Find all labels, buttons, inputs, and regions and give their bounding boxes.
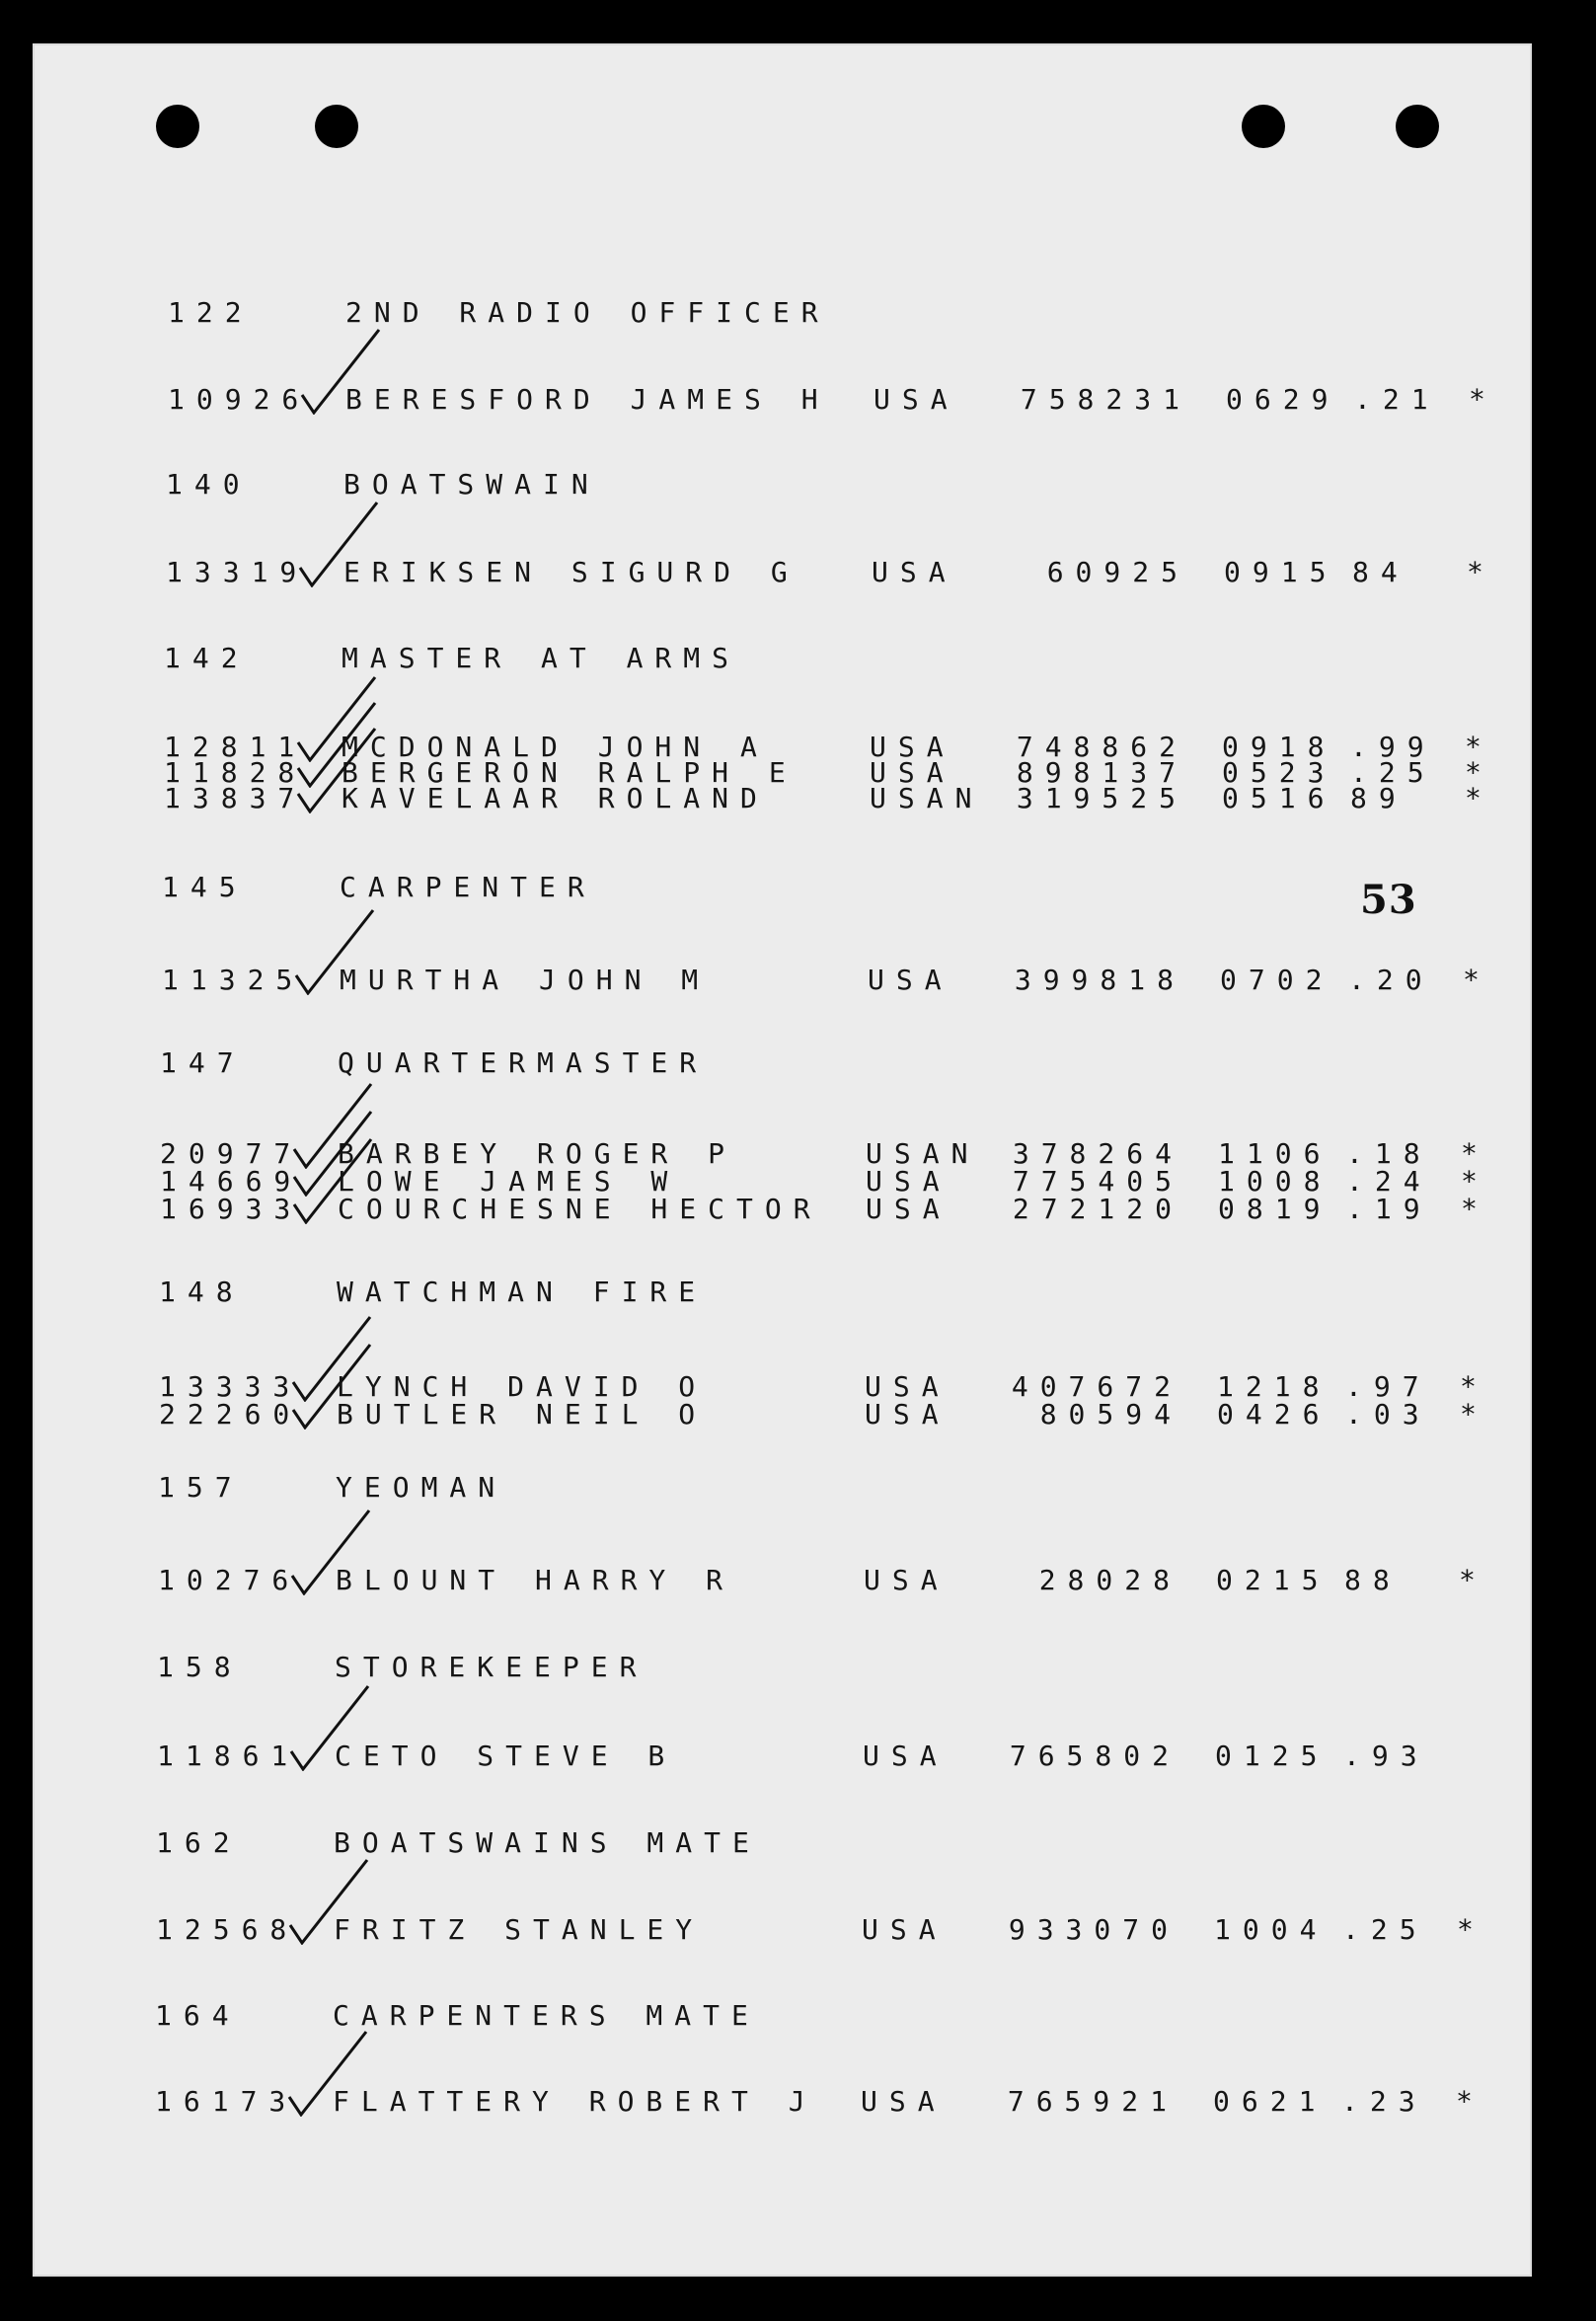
rating-title: MASTER AT ARMS bbox=[342, 642, 741, 674]
document-id: 272120 bbox=[1012, 1193, 1183, 1225]
crew-name: FRITZ STANLEY bbox=[334, 1913, 705, 1946]
crew-name: LYNCH DAVID O bbox=[337, 1370, 708, 1403]
date-code: 0125 bbox=[1215, 1740, 1330, 1772]
rate-value: 84 bbox=[1352, 556, 1409, 588]
date-code: 1106 bbox=[1218, 1137, 1332, 1170]
document-id: 775405 bbox=[1012, 1165, 1183, 1198]
asterisk-mark: * bbox=[1465, 782, 1493, 814]
document-id: 748862 bbox=[1016, 731, 1187, 763]
crew-number: 12568 bbox=[156, 1913, 299, 1946]
citizenship: USA bbox=[866, 1165, 951, 1198]
date-code: 0621 bbox=[1213, 2085, 1328, 2118]
document-id: 60925 bbox=[1046, 556, 1189, 588]
document-id: 758231 bbox=[1020, 383, 1191, 416]
check-mark-icon bbox=[296, 326, 385, 415]
document-id: 399818 bbox=[1014, 964, 1185, 996]
crew-name: BLOUNT HARRY R bbox=[336, 1564, 735, 1596]
rating-title: BOATSWAIN bbox=[343, 468, 600, 501]
check-mark-icon bbox=[290, 906, 379, 995]
date-code: 0426 bbox=[1217, 1398, 1331, 1431]
rating-code: 162 bbox=[156, 1826, 242, 1859]
crew-name: LOWE JAMES W bbox=[338, 1165, 680, 1198]
crew-number: 20977 bbox=[160, 1137, 303, 1170]
check-mark-icon bbox=[288, 1135, 377, 1224]
rate-value: .93 bbox=[1343, 1740, 1429, 1772]
crew-number: 13837 bbox=[164, 782, 307, 814]
asterisk-mark: * bbox=[1461, 1165, 1489, 1198]
document-id: 319525 bbox=[1016, 782, 1187, 814]
date-code: 0918 bbox=[1222, 731, 1336, 763]
citizenship: USA bbox=[861, 2085, 947, 2118]
document-id: 765802 bbox=[1009, 1740, 1180, 1772]
crew-number: 12811 bbox=[164, 731, 307, 763]
citizenship: USA bbox=[872, 556, 957, 588]
asterisk-mark: * bbox=[1469, 383, 1497, 416]
crew-name: FLATTERY ROBERT J bbox=[333, 2085, 817, 2118]
date-code: 0819 bbox=[1218, 1193, 1332, 1225]
section-header bbox=[164, 642, 1447, 675]
asterisk-mark: * bbox=[1461, 1193, 1489, 1225]
check-mark-icon bbox=[292, 725, 381, 813]
citizenship: USA bbox=[866, 1193, 951, 1225]
crew-name: COURCHESNE HECTOR bbox=[338, 1193, 822, 1225]
citizenship: USA bbox=[874, 383, 959, 416]
rating-code: 122 bbox=[168, 296, 254, 329]
section-header bbox=[162, 871, 1445, 904]
rating-code: 140 bbox=[166, 468, 252, 501]
citizenship: USAN bbox=[866, 1137, 980, 1170]
citizenship: USA bbox=[865, 1398, 950, 1431]
rating-code: 147 bbox=[160, 1046, 246, 1079]
crew-name: BERGERON RALPH E bbox=[342, 756, 798, 789]
document-id: 28028 bbox=[1038, 1564, 1181, 1596]
rating-code: 148 bbox=[159, 1276, 245, 1308]
crew-name: ERIKSEN SIGURD G bbox=[343, 556, 799, 588]
page-number-stamp: 53 bbox=[1360, 877, 1417, 923]
date-code: 0629 bbox=[1226, 383, 1340, 416]
rate-value: .20 bbox=[1348, 964, 1434, 996]
rating-title: QUARTERMASTER bbox=[338, 1046, 709, 1079]
rate-value: 88 bbox=[1344, 1564, 1402, 1596]
rate-value: .03 bbox=[1345, 1398, 1431, 1431]
crew-name: BARBEY ROGER P bbox=[338, 1137, 737, 1170]
rate-value: .25 bbox=[1350, 756, 1436, 789]
crew-name: BUTLER NEIL O bbox=[337, 1398, 708, 1431]
section-header bbox=[159, 1276, 1442, 1309]
crew-number: 10926 bbox=[168, 383, 311, 416]
citizenship: USAN bbox=[870, 782, 984, 814]
check-mark-icon bbox=[286, 1507, 375, 1595]
section-header bbox=[160, 1046, 1443, 1080]
crew-name: MURTHA JOHN M bbox=[340, 964, 711, 996]
rating-code: 142 bbox=[164, 642, 250, 674]
crew-number: 16933 bbox=[160, 1193, 303, 1225]
rate-value: .24 bbox=[1346, 1165, 1432, 1198]
asterisk-mark: * bbox=[1460, 1398, 1488, 1431]
date-code: 0915 bbox=[1224, 556, 1338, 588]
rate-value: .19 bbox=[1346, 1193, 1432, 1225]
rating-title: 2ND RADIO OFFICER bbox=[345, 296, 830, 329]
crew-number: 22260 bbox=[159, 1398, 302, 1431]
check-mark-icon bbox=[283, 2028, 372, 2117]
crew-number: 11861 bbox=[157, 1740, 300, 1772]
citizenship: USA bbox=[870, 731, 955, 763]
rate-value: .23 bbox=[1341, 2085, 1427, 2118]
date-code: 0516 bbox=[1222, 782, 1336, 814]
crew-number: 14669 bbox=[160, 1165, 303, 1198]
section-header bbox=[157, 1651, 1440, 1684]
asterisk-mark: * bbox=[1467, 556, 1495, 588]
rating-title: WATCHMAN FIRE bbox=[337, 1276, 708, 1308]
crew-number: 10276 bbox=[158, 1564, 301, 1596]
document-id: 933070 bbox=[1008, 1913, 1179, 1946]
section-header bbox=[158, 1471, 1441, 1505]
check-mark-icon bbox=[287, 1341, 376, 1430]
date-code: 0215 bbox=[1216, 1564, 1330, 1596]
crew-number: 13333 bbox=[159, 1370, 302, 1403]
date-code: 0702 bbox=[1220, 964, 1334, 996]
crew-name: BERESFORD JAMES H bbox=[345, 383, 830, 416]
date-code: 1008 bbox=[1218, 1165, 1332, 1198]
section-header bbox=[166, 468, 1449, 502]
asterisk-mark: * bbox=[1465, 756, 1493, 789]
document-id: 407672 bbox=[1011, 1370, 1182, 1403]
crew-number: 16173 bbox=[155, 2085, 298, 2118]
asterisk-mark: * bbox=[1459, 1564, 1487, 1596]
rate-value: .25 bbox=[1342, 1913, 1428, 1946]
section-header bbox=[156, 1826, 1439, 1860]
rating-title: BOATSWAINS MATE bbox=[334, 1826, 761, 1859]
date-code: 1218 bbox=[1217, 1370, 1331, 1403]
crew-number: 11828 bbox=[164, 756, 307, 789]
asterisk-mark: * bbox=[1457, 1913, 1485, 1946]
date-code: 1004 bbox=[1214, 1913, 1329, 1946]
crew-name: MCDONALD JOHN A bbox=[342, 731, 769, 763]
citizenship: USA bbox=[862, 1913, 948, 1946]
rating-code: 158 bbox=[157, 1651, 243, 1683]
citizenship: USA bbox=[868, 964, 953, 996]
section-header bbox=[168, 296, 1451, 330]
crew-number: 11325 bbox=[162, 964, 305, 996]
citizenship: USA bbox=[863, 1740, 949, 1772]
rating-code: 145 bbox=[162, 871, 248, 903]
rating-code: 157 bbox=[158, 1471, 244, 1504]
crew-name: CETO STEVE B bbox=[335, 1740, 677, 1772]
rate-value: 89 bbox=[1350, 782, 1407, 814]
rating-code: 164 bbox=[155, 1999, 241, 2032]
document-id: 898137 bbox=[1016, 756, 1187, 789]
document-id: 80594 bbox=[1039, 1398, 1182, 1431]
citizenship: USA bbox=[870, 756, 955, 789]
check-mark-icon bbox=[285, 1682, 374, 1771]
asterisk-mark: * bbox=[1463, 964, 1491, 996]
document-id: 378264 bbox=[1012, 1137, 1183, 1170]
rating-title: CARPENTER bbox=[340, 871, 596, 903]
rate-value: .21 bbox=[1354, 383, 1440, 416]
check-mark-icon bbox=[294, 499, 383, 587]
check-mark-icon bbox=[284, 1856, 373, 1945]
citizenship: USA bbox=[864, 1564, 950, 1596]
asterisk-mark: * bbox=[1456, 2085, 1484, 2118]
rate-value: .99 bbox=[1350, 731, 1436, 763]
citizenship: USA bbox=[865, 1370, 950, 1403]
asterisk-mark: * bbox=[1460, 1370, 1488, 1403]
crew-number: 13319 bbox=[166, 556, 309, 588]
document-id: 765921 bbox=[1007, 2085, 1178, 2118]
rate-value: .97 bbox=[1345, 1370, 1431, 1403]
asterisk-mark: * bbox=[1465, 731, 1493, 763]
asterisk-mark: * bbox=[1461, 1137, 1489, 1170]
rating-title: STOREKEEPER bbox=[335, 1651, 648, 1683]
rating-title: CARPENTERS MATE bbox=[333, 1999, 760, 2032]
crew-name: KAVELAAR ROLAND bbox=[342, 782, 769, 814]
rate-value: .18 bbox=[1346, 1137, 1432, 1170]
date-code: 0523 bbox=[1222, 756, 1336, 789]
rating-title: YEOMAN bbox=[336, 1471, 507, 1504]
